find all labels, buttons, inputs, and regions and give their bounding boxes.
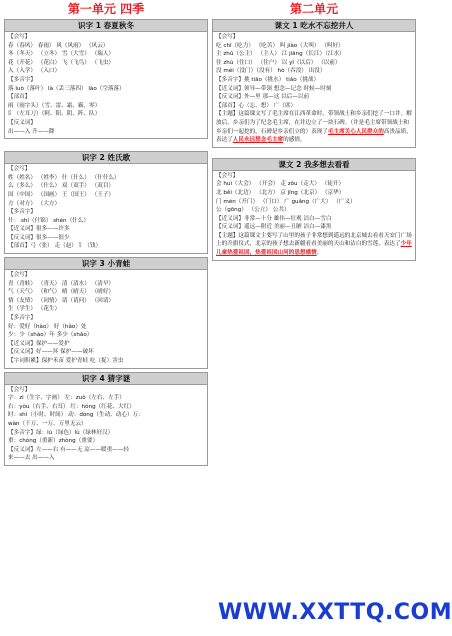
text-line: 入（入学） （入口） — [8, 68, 61, 75]
lesson-card — [4, 151, 208, 254]
section-label: 【会写】 — [8, 272, 31, 279]
section-label: 【多音字】 — [8, 76, 36, 83]
section-label: 【反义词】外—里 那—这 以后—以前 — [216, 94, 310, 101]
section-label: 【反义词】好——坏 保护——破坏 — [8, 349, 94, 356]
lesson-title: 识字 4 猜字谜 — [5, 373, 207, 385]
lesson-body — [213, 32, 415, 147]
section-label: 【反义词】很多——很少 — [8, 234, 70, 241]
left-column — [4, 2, 208, 469]
text-line: 么（多么） （什么） 双（双手） （双目） — [8, 183, 115, 190]
text-line: 什： shí（什锦） shén（什么） — [8, 217, 89, 224]
text-line: 来——去 出——入 — [8, 455, 55, 462]
text-line: 时：shí（小时、时间） 动：dòng（生动、动心）万： — [8, 412, 144, 419]
lesson-title: 识字 1 春夏秋冬 — [5, 20, 207, 32]
text-line: 情（友情） （同情） 请（请问） （回请） — [8, 297, 115, 304]
lesson-card — [4, 372, 208, 466]
lesson-body — [213, 171, 415, 260]
lesson-title: 识字 2 姓氏歌 — [5, 152, 207, 164]
right-column — [212, 2, 416, 264]
lesson-body — [5, 385, 207, 465]
text-line: 生（学生） （花生） — [8, 306, 61, 313]
section-label: 【部首】弓（张） 走（赵） 钅（钱） — [8, 243, 102, 250]
text-line: 青（青蛙） （青天） 清（清水） （清早） — [8, 280, 115, 287]
theme-label: 【主题】 — [216, 232, 239, 239]
theme-paragraph — [216, 110, 412, 144]
text-line: 好：爱好（hào） 好（hǎo）处 — [8, 323, 87, 330]
unit-title-2: 第二单元 — [289, 2, 338, 16]
theme-text: 。 — [316, 250, 323, 257]
section-label: 【字词积累】保护禾苗 爱护青蛙 吃（捉）害虫 — [8, 358, 124, 364]
theme-highlight: 人民永远想念毛主席 — [232, 137, 284, 144]
text-line: 公（gōng） （公立） 公共） — [216, 207, 290, 214]
section-label: 【近义词】保护——爱护 — [8, 340, 70, 347]
section-label: 【多音字】 — [8, 209, 36, 216]
section-label: 【近义词】领导—带领 想念—记念 时候—时刻 — [216, 85, 332, 92]
text-line: wàn（千万、一万、万里无云） — [8, 420, 87, 427]
text-line: 雨（雨字头）（雪、雷、霜、霸、零） — [8, 102, 101, 109]
theme-highlight: 少年儿童热爱祖国，热爱祖国山河的思想感情 — [216, 241, 412, 257]
lesson-card — [4, 257, 208, 369]
text-line: 会 huì（大会） （开会） 走 zǒu（走大） （徒开） — [216, 181, 345, 188]
theme-text: 这篇课文写了毛主席在江西革命时，带领战士和乡亲们挖了一口井。解放后，乡亲们为了纪念毛主席，在井边立了一块石碑。（井是毛主席带领战士和乡亲们一起挖的，石碑是乡亲们立的）表现了 — [216, 111, 412, 135]
text-line: 北 běi（北边） （北方） 京 jīng（北京） （京华） — [216, 189, 345, 196]
lesson-card — [212, 158, 416, 261]
section-label: 【会写】 — [216, 34, 239, 40]
text-line: 少：少（shào）年 多少（shǎo） — [8, 332, 93, 339]
text-line: 姓（姓名） （姓李） 什（什么） （什什么） — [8, 174, 120, 181]
theme-highlight: 毛主席关心人民群众的 — [327, 128, 384, 135]
section-label: 【会写】 — [8, 166, 31, 173]
lesson-title: 课文 1 吃水不忘挖井人 — [213, 20, 415, 32]
site-watermark: WWW.XXTTQ.COM — [218, 600, 452, 625]
lesson-body — [5, 32, 207, 138]
lesson-title: 课文 2 我多想去看看 — [213, 159, 415, 171]
theme-text: 这篇课文主要写了山里的孩子非常想到遥远的北京城去看看天安门广场上的升旗仪式，北京的孩子想去新疆看看美丽的天山和洁白的雪莲，表达了 — [216, 232, 412, 248]
text-line: 住 zhù（住口） （住户） 以 yǐ（以后） （以前） — [216, 59, 341, 66]
text-line: 没 méi（没门）（没有） hò（吞没） 出没） — [216, 68, 326, 75]
section-label: 【多音字】绿：lù（绿色）lù（绿林好汉） — [8, 429, 114, 436]
text-line: 出——入 升——降 — [8, 128, 55, 135]
lesson-body — [5, 164, 207, 253]
theme-label: 【主题】 — [216, 111, 239, 118]
section-label: 【多音字】挑 tiāo（挑水） tiǎo（挑战） — [216, 76, 320, 83]
section-label: 【多音字】 — [8, 315, 36, 322]
section-label: 【近义词】非常—十分 雄伟—壮观 洁白—雪白 — [216, 215, 332, 222]
section-label: 【部首】 — [8, 94, 31, 101]
text-line: 花（开花） （花白） 飞（飞鸟） （飞虫） — [8, 59, 115, 66]
text-line: 春（春风） 春雨） 风（风雨） （风云） — [8, 42, 109, 49]
text-line: 右：yòu（右手、右耳） 红：hóng（红花、大红） — [8, 403, 135, 410]
section-label: 【部首】心（忘、想） 广（席） — [216, 102, 297, 109]
section-label: 【会写】 — [216, 172, 239, 179]
section-label: 【反义词】 — [8, 119, 36, 126]
section-label: 【反义词】遥远—附近 美丽—丑陋 洁白—漆黑 — [216, 224, 332, 231]
lesson-title: 识字 3 小青蛙 — [5, 258, 207, 270]
text-line: 国（中国） （国画） 王（国王） （王子） — [8, 191, 115, 198]
unit-title-1: 第一单元 四季 — [67, 2, 145, 16]
section-label: 【反义词】左——右 有——无 凉——暖重——轻 — [8, 446, 130, 453]
section-label: 【会写】 — [8, 34, 31, 40]
text-line: 吃 chī（吃力） （吃苦） 叫 jiào（大叫） （叫好） — [216, 42, 344, 49]
text-line: 重：chóng（重新）zhòng（重要） — [8, 438, 99, 445]
text-line: 气（天气） （和气） 晴（晴天） （晴好） — [8, 289, 115, 296]
section-label: 【近义词】很多——许多 — [8, 226, 70, 233]
text-line: 落 luò（落叶） là（丢三落四） lào（空落落） — [8, 85, 125, 92]
text-line: 门 mén（开门） （门口） 广 guǎng（广大） （广义） — [216, 198, 356, 205]
text-line: 阝（左耳刀）（阿、阳、阴、阵、队） — [8, 111, 101, 118]
section-label: 【会写】 — [8, 386, 31, 393]
theme-text: 高贵品质，表达了 — [216, 128, 412, 144]
theme-paragraph — [216, 232, 412, 258]
text-line: 冬（冬天） （立冬） 雪（大雪） （瑞人） — [8, 51, 115, 58]
text-line: 字：zì（生字、字画） 左：zuǒ（左右、左手） — [8, 395, 125, 402]
text-line: 主 zhǔ（公主） （主人） 江 jiāng（长江）（江水） — [216, 51, 345, 58]
text-line: 方（对方） （大方） — [8, 200, 61, 207]
lesson-body — [5, 270, 207, 368]
lesson-card — [212, 19, 416, 148]
lesson-card — [4, 19, 208, 139]
theme-text: 的感情。 — [283, 137, 306, 144]
